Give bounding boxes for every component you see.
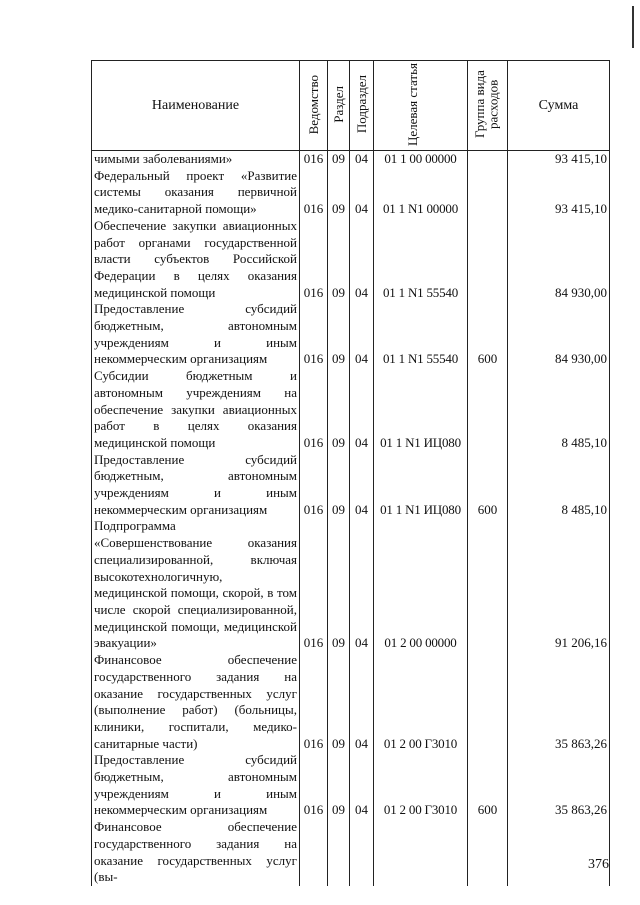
table-row [92,151,610,168]
page-edge-mark [632,6,634,48]
budget-table [91,60,610,886]
row-podrazdel: 04 [350,218,374,302]
row-summa: 35 863,26 [508,652,610,752]
row-gruppa: 600 [468,301,508,368]
row-summa: 8 485,10 [508,452,610,519]
row-vedomstvo: 016 [300,652,328,752]
row-name: Субсидии бюджетным и автономным учреждениям на обеспечение закупки авиационных работ в целях оказания медицинской помощи [92,368,300,452]
row-gruppa [468,151,508,168]
row-summa: 8 485,10 [508,368,610,452]
table-row [92,368,610,452]
row-summa: 84 930,00 [508,218,610,302]
row-gruppa [468,819,508,886]
table-header-row [92,61,610,151]
row-summa: 84 930,00 [508,301,610,368]
header-podrazdel: Подраздел [350,61,374,151]
header-razdel: Раздел [328,61,350,151]
row-podrazdel: 04 [350,368,374,452]
table-row [92,752,610,819]
row-vedomstvo: 016 [300,452,328,519]
row-podrazdel: 04 [350,652,374,752]
row-celevaya: 01 1 N1 55540 [374,301,468,368]
row-razdel: 09 [328,752,350,819]
row-razdel: 09 [328,368,350,452]
header-summa: Сумма [508,61,610,151]
row-name: Предоставление субсидий бюджетным, автономным учреждениям и иным некоммерческим организациям [92,452,300,519]
row-name: Обеспечение закупки авиационных работ органами государственной власти субъектов Российской Федерации в целях оказания медицинской помощи [92,218,300,302]
table-row [92,218,610,302]
row-podrazdel: 04 [350,301,374,368]
header-gruppa: Группа вида расходов [468,61,508,151]
table-row [92,301,610,368]
header-celevaya: Целевая статья [374,61,468,151]
row-name: Предоставление субсидий бюджетным, автономным учреждениям и иным некоммерческим организациям [92,752,300,819]
row-summa: 91 206,16 [508,518,610,652]
row-podrazdel: 04 [350,151,374,168]
row-gruppa [468,518,508,652]
row-razdel: 09 [328,218,350,302]
row-gruppa: 600 [468,752,508,819]
row-gruppa [468,368,508,452]
row-celevaya: 01 1 N1 55540 [374,218,468,302]
row-razdel: 09 [328,151,350,168]
row-name: чимыми заболеваниями» [92,151,300,168]
row-celevaya: 01 1 N1 ИЦ080 [374,452,468,519]
row-podrazdel [350,819,374,886]
row-summa: 35 863,26 [508,752,610,819]
row-vedomstvo [300,819,328,886]
row-razdel [328,819,350,886]
row-vedomstvo: 016 [300,368,328,452]
row-gruppa: 600 [468,452,508,519]
row-gruppa [468,168,508,218]
table-row [92,452,610,519]
row-gruppa [468,218,508,302]
table-row [92,168,610,218]
row-razdel: 09 [328,301,350,368]
table-row [92,819,610,886]
row-razdel: 09 [328,452,350,519]
row-razdel: 09 [328,168,350,218]
row-celevaya: 01 1 N1 ИЦ080 [374,368,468,452]
row-vedomstvo: 016 [300,518,328,652]
row-podrazdel: 04 [350,452,374,519]
header-vedomstvo: Ведомство [300,61,328,151]
row-podrazdel: 04 [350,168,374,218]
row-celevaya: 01 1 N1 00000 [374,168,468,218]
row-name: Финансовое обеспечение государственного задания на оказание государственных услуг (вы- [92,819,300,886]
header-name: Наименование [92,61,300,151]
row-vedomstvo: 016 [300,752,328,819]
table-body [92,151,610,886]
row-celevaya: 01 2 00 00000 [374,518,468,652]
row-name: Подпрограмма «Совершенствование оказания специализированной, включая высокотехнологичную, медицинской помощи, скорой, в том числе скорой специализированной, медицинской помощи, медицинской эвакуации» [92,518,300,652]
row-gruppa [468,652,508,752]
page-number: 376 [588,857,609,872]
row-podrazdel: 04 [350,518,374,652]
table-row [92,652,610,752]
row-summa: 93 415,10 [508,151,610,168]
row-celevaya [374,819,468,886]
row-razdel: 09 [328,652,350,752]
row-vedomstvo: 016 [300,168,328,218]
row-summa: 93 415,10 [508,168,610,218]
row-name: Финансовое обеспечение государственного задания на оказание государственных услуг (выполнение работ) (больницы, клиники, госпитали, медико-санитарные части) [92,652,300,752]
row-razdel: 09 [328,518,350,652]
table-row [92,518,610,652]
row-name: Предоставление субсидий бюджетным, автономным учреждениям и иным некоммерческим организациям [92,301,300,368]
row-podrazdel: 04 [350,752,374,819]
row-summa [508,819,610,886]
row-vedomstvo: 016 [300,151,328,168]
row-name: Федеральный проект «Развитие системы оказания первичной медико-санитарной помощи» [92,168,300,218]
row-vedomstvo: 016 [300,218,328,302]
row-celevaya: 01 1 00 00000 [374,151,468,168]
row-celevaya: 01 2 00 Г3010 [374,652,468,752]
row-celevaya: 01 2 00 Г3010 [374,752,468,819]
row-vedomstvo: 016 [300,301,328,368]
